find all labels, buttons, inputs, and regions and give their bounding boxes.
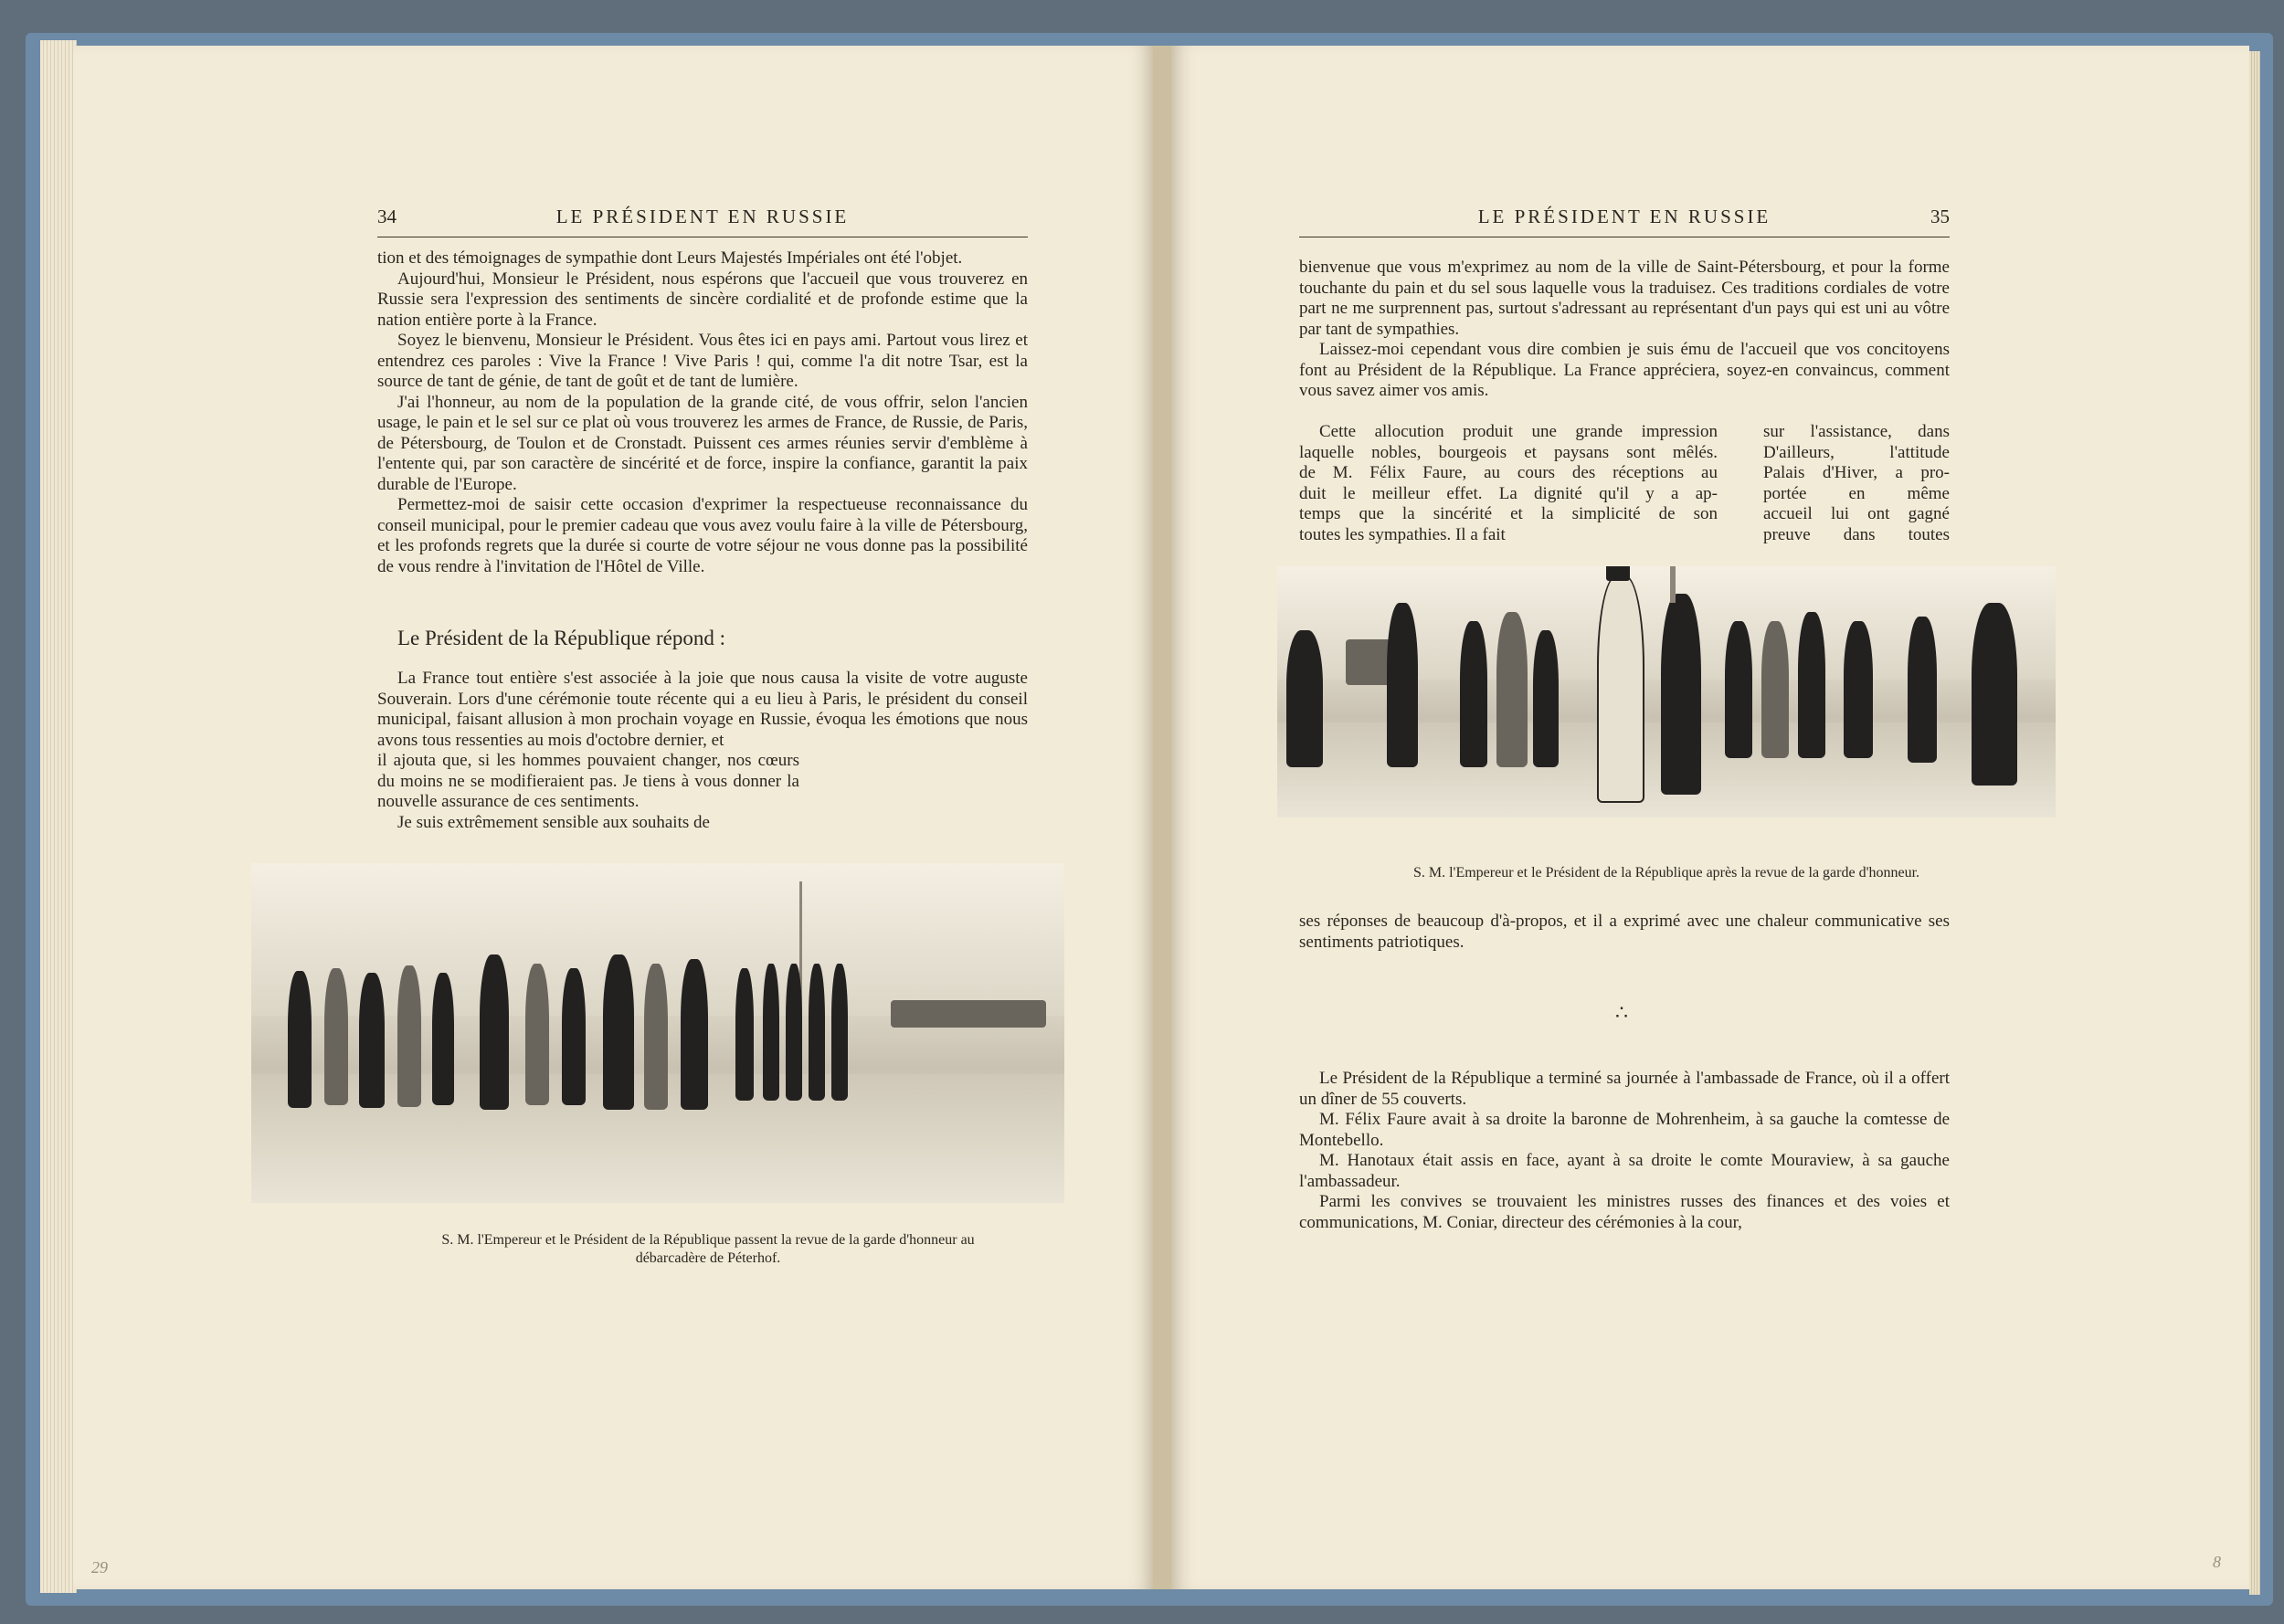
- figure: [1286, 630, 1323, 767]
- paragraph: Parmi les convives se trouvaient les ministres russes des finances et des voies et communications, M. Coniar, directeur des cérémonies à la cour,: [1299, 1192, 1950, 1232]
- column-line: toutes les sympathies. Il a fait: [1299, 524, 1506, 544]
- column-line: Palais d'Hiver, a pro-: [1763, 463, 1950, 482]
- column-line: portée en même: [1763, 483, 1950, 503]
- figure: [525, 964, 549, 1105]
- after-photo-text: [1299, 912, 1950, 953]
- reply-heading: Le Président de la République répond :: [397, 627, 725, 649]
- paragraph: La France tout entière s'est associée à la joie que nous causa la visite de votre auguste Souverain. Lors d'une cérémonie toute récente qui a eu lieu à Paris, le président du conseil municipal, faisant allusion à mon prochain voyage en Russie, évoqua les émotions que nous avons tous ressenties au mois d'octobre dernier, et: [377, 669, 1028, 750]
- page-edges: [2249, 51, 2260, 1595]
- paragraph: Permettez-moi de saisir cette occasion d'exprimer la respectueuse reconnaissance du conseil municipal, pour le premier cadeau que vous avez voulu faire à la ville de Pétersbourg, et les profonds regrets que la durée si courte de votre séjour ne vous donne pas la possibilité de vous rendre à l'invitation de l'Hôtel de Ville.: [377, 495, 1028, 576]
- column-line: preuve dans toutes: [1763, 524, 1950, 544]
- column-line: sur l'assistance, dans: [1763, 422, 1950, 441]
- figure: [1761, 621, 1789, 758]
- crowd: [891, 1000, 1046, 1028]
- figure: [1496, 612, 1528, 767]
- reply-text: [377, 669, 1028, 751]
- paragraph: Laissez-moi cependant vous dire combien je suis ému de l'accueil que vos concitoyens font au Président de la République. La France appréciera, soyez-en convaincus, comment vous savez aimer vos amis.: [1299, 340, 1950, 400]
- photo-review-peterhof: [251, 863, 1064, 1203]
- figure: [681, 959, 708, 1110]
- page-number: 34: [377, 206, 397, 227]
- figure: [1972, 603, 2017, 786]
- paragraph: il ajouta que, si les hommes pouvaient changer, nos cœurs du moins ne se modifieraient pas. Je tiens à vous donner la nouvelle assurance de ces sentiments.: [377, 751, 799, 811]
- paragraph: Je suis extrêmement sensible aux souhaits de: [397, 812, 710, 832]
- figure: [1908, 617, 1937, 763]
- paragraph: ses réponses de beaucoup d'à-propos, et il a exprimé avec une chaleur communicative ses sentiments patriotiques.: [1299, 912, 1950, 952]
- book-gutter: [1153, 46, 1171, 1589]
- figure: [603, 954, 634, 1110]
- column-line: Cette allocution produit une grande impression: [1319, 422, 1718, 441]
- figure: [1460, 621, 1487, 767]
- figure: [1387, 603, 1418, 767]
- right-body-text: [1299, 258, 1950, 402]
- flag: [1670, 566, 1676, 603]
- figure: [831, 964, 848, 1101]
- pencil-mark: 8: [2213, 1553, 2221, 1571]
- paragraph: Le Président de la République a terminé sa journée à l'ambassade de France, où il a offert un dîner de 55 couverts.: [1299, 1069, 1950, 1109]
- column-left: [1299, 422, 1718, 545]
- page-edges: [40, 40, 77, 1593]
- figure: [397, 965, 421, 1107]
- figure: [786, 964, 802, 1101]
- column-line: laquelle nobles, bourgeois et paysans sont mêlés.: [1299, 442, 1718, 462]
- paragraph: Aujourd'hui, Monsieur le Président, nous espérons que l'accueil que vous trouverez en Russie sera l'expression des sentiments de sincère cordialité et de profonde estime que la nation entière porte à la France.: [377, 269, 1028, 330]
- figure: [1725, 621, 1752, 758]
- column-line: duit le meilleur effet. La dignité qu'il y a ap-: [1299, 483, 1718, 503]
- figure: [432, 973, 454, 1105]
- column-right: [1763, 422, 1950, 545]
- paragraph: M. Hanotaux était assis en face, ayant à sa droite le comte Mouraview, à sa gauche l'ambassadeur.: [1299, 1151, 1950, 1191]
- left-photo-caption: S. M. l'Empereur et le Président de la République passent la revue de la garde d'honneur au débarcadère de Péterhof.: [441, 1232, 975, 1266]
- column-line: de M. Félix Faure, au cours des réceptions au: [1299, 463, 1718, 482]
- page-number: 35: [1930, 206, 1950, 227]
- figure: [1533, 630, 1559, 767]
- figure: [324, 968, 348, 1105]
- paragraph: bienvenue que vous m'exprimez au nom de la ville de Saint-Pétersbourg, et pour la forme touchante du pain et du sel sous laquelle vous la traduisez. Ces traditions cordiales de votre part ne me surprennent pas, surtout s'adressant au représentant d'un pays qui est uni au vôtre par tant de sympathies.: [1299, 258, 1950, 339]
- column-line: accueil lui ont gagné: [1763, 504, 1950, 523]
- paragraph: M. Félix Faure avait à sa droite la baronne de Mohrenheim, à sa gauche la comtesse de Montebello.: [1299, 1110, 1950, 1150]
- paragraph: J'ai l'honneur, au nom de la population de la grande cité, de vous offrir, selon l'ancien usage, le pain et le sel sur ce plat où vous trouverez les armes de France, de Russie, de Paris, de Pétersbourg, de Toulon et de Cronstadt. Puissent ces armes réunies servir d'emblème à l'entente qui, par son caractère de sincérité et de force, inspire la confiance, garantit la paix durable de l'Europe.: [377, 392, 1028, 494]
- figure: [288, 971, 312, 1108]
- running-head-right: [1299, 206, 1950, 237]
- figure: [809, 964, 825, 1101]
- figure: [735, 968, 754, 1101]
- paragraph: tion et des témoignages de sympathie dont Leurs Majestés Impériales ont été l'objet.: [377, 248, 963, 268]
- left-body-text: [377, 248, 1028, 577]
- pencil-mark: 29: [91, 1558, 108, 1577]
- figure: [562, 968, 586, 1105]
- figure: [1844, 621, 1873, 758]
- figure: [1798, 612, 1825, 758]
- running-title: LE PRÉSIDENT EN RUSSIE: [1477, 206, 1771, 227]
- figure: [644, 964, 668, 1110]
- paragraph: Soyez le bienvenu, Monsieur le Président. Vous êtes ici en pays ami. Partout vous lirez et entendrez ces paroles : Vive la France ! Vive Paris ! qui, comme l'a dit notre Tsar, est la source de tant de génie, de tant de goût et de tant de lumière.: [377, 331, 1028, 391]
- column-line: temps que la sincérité et la simplicité de son: [1299, 504, 1718, 523]
- photo-after-review: [1277, 566, 2056, 817]
- column-line: D'ailleurs, l'attitude: [1763, 442, 1950, 462]
- figure-emperor: [1661, 594, 1701, 795]
- figure-president: [1597, 575, 1644, 803]
- running-head-left: [377, 206, 1028, 237]
- closing-text: [1299, 1069, 1950, 1233]
- asterism: ∴: [1615, 1001, 1632, 1024]
- figure: [359, 973, 385, 1108]
- figure: [763, 964, 779, 1101]
- right-photo-caption: S. M. l'Empereur et le Président de la République après la revue de la garde d'honneur.: [1412, 865, 1920, 881]
- top-hat: [1606, 566, 1630, 581]
- running-title: LE PRÉSIDENT EN RUSSIE: [555, 206, 850, 227]
- figure: [480, 954, 509, 1110]
- reply-text-narrow: [377, 751, 799, 833]
